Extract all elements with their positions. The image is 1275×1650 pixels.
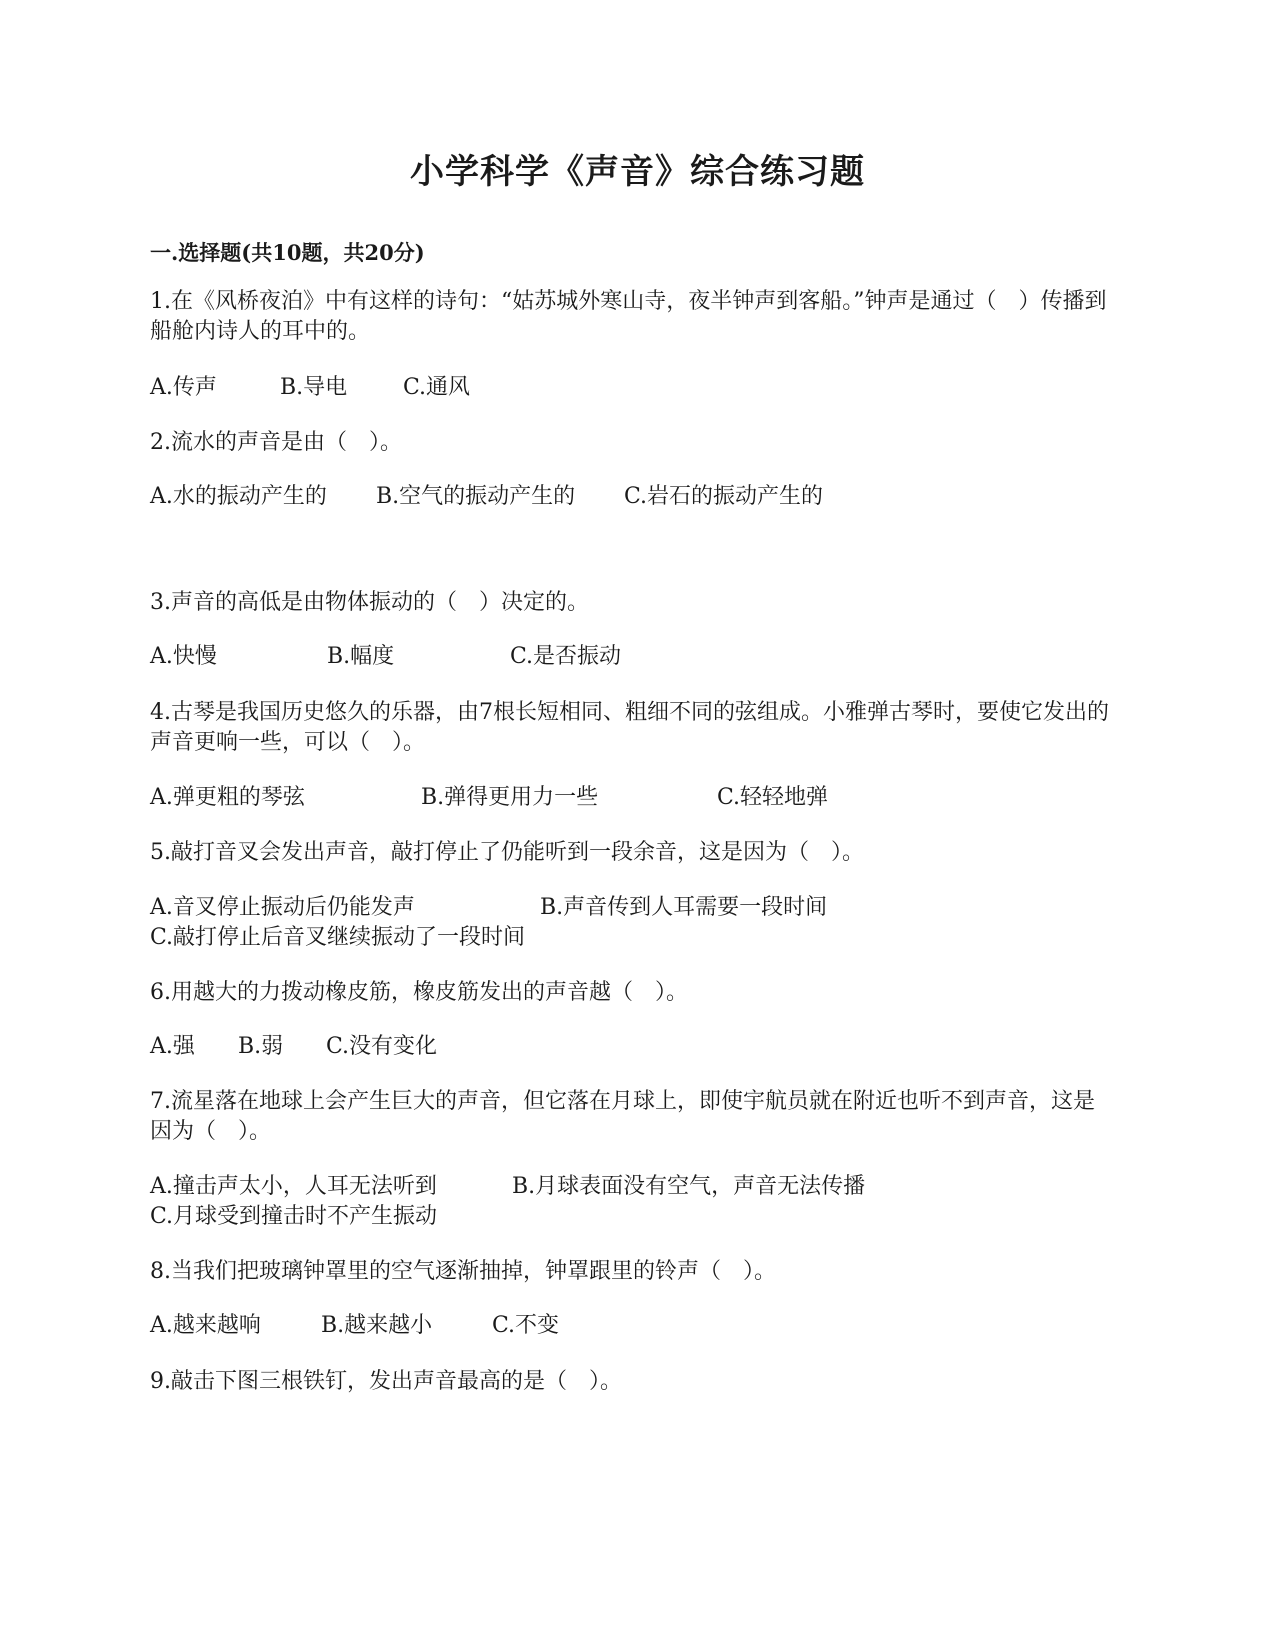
- question-6-option-b: B.弱: [238, 1034, 284, 1059]
- question-8-option-a: A.越来越响: [150, 1313, 261, 1338]
- question-2-option-a: A.水的振动产生的: [150, 484, 327, 509]
- question-4-stem: 4.古琴是我国历史悠久的乐器，由7根长短相同、粗细不同的弦组成。小雅弹古琴时，要使它发出的声音更响一些，可以（ ）。: [150, 700, 1109, 755]
- question-1-option-a: A.传声: [150, 375, 217, 400]
- question-2-options: [150, 482, 1115, 512]
- page-title: 小学科学《声音》综合练习题: [410, 152, 865, 192]
- question-5-option-c: C.敲打停止后音叉继续振动了一段时间: [150, 925, 526, 950]
- question-3-options: [150, 642, 1115, 672]
- question-8-option-c: C.不变: [492, 1313, 560, 1338]
- question-7-option-c: C.月球受到撞击时不产生振动: [150, 1204, 438, 1229]
- section-heading: 一.选择题(共10题，共20分): [150, 240, 425, 265]
- question-5-stem: 5.敲打音叉会发出声音，敲打停止了仍能听到一段余音，这是因为（ ）。: [150, 840, 864, 865]
- question-7-options: [150, 1172, 1115, 1232]
- question-7-option-b: B.月球表面没有空气，声音无法传播: [512, 1174, 866, 1199]
- question-5-option-a: A.音叉停止振动后仍能发声: [150, 895, 415, 920]
- question-7-option-a: A.撞击声太小，人耳无法听到: [150, 1174, 437, 1199]
- question-6-option-c: C.没有变化: [326, 1034, 438, 1059]
- question-6-option-a: A.强: [150, 1034, 195, 1059]
- question-5-option-b: B.声音传到人耳需要一段时间: [540, 895, 828, 920]
- question-3-stem: 3.声音的高低是由物体振动的（ ）决定的。: [150, 590, 589, 615]
- question-6-stem: 6.用越大的力拨动橡皮筋，橡皮筋发出的声音越（ ）。: [150, 980, 688, 1005]
- question-4-options: [150, 783, 1115, 813]
- question-3-option-a: A.快慢: [150, 644, 217, 669]
- question-1-stem: 1.在《风桥夜泊》中有这样的诗句：“姑苏城外寒山寺，夜半钟声到客船。”钟声是通过（ ）传播到船舱内诗人的耳中的。: [150, 289, 1107, 344]
- question-1-option-b: B.导电: [280, 375, 348, 400]
- question-6-options: [150, 1032, 1115, 1062]
- question-1-options: [150, 373, 1115, 403]
- question-9-stem: 9.敲击下图三根铁钉，发出声音最高的是（ ）。: [150, 1369, 622, 1394]
- question-8-stem: 8.当我们把玻璃钟罩里的空气逐渐抽掉，钟罩跟里的铃声（ ）。: [150, 1259, 776, 1284]
- question-8-option-b: B.越来越小: [321, 1313, 433, 1338]
- question-4-option-c: C.轻轻地弹: [717, 785, 829, 810]
- question-4-option-a: A.弹更粗的琴弦: [150, 785, 305, 810]
- question-2-option-c: C.岩石的振动产生的: [624, 484, 824, 509]
- question-2-stem: 2.流水的声音是由（ ）。: [150, 430, 402, 455]
- question-7-stem: 7.流星落在地球上会产生巨大的声音，但它落在月球上，即使宇航员就在附近也听不到声音，这是因为（ ）。: [150, 1089, 1095, 1144]
- question-1-option-c: C.通风: [403, 375, 471, 400]
- question-2-option-b: B.空气的振动产生的: [376, 484, 576, 509]
- question-4-option-b: B.弹得更用力一些: [421, 785, 599, 810]
- question-5-options: [150, 893, 1115, 953]
- question-3-option-b: B.幅度: [327, 644, 395, 669]
- question-8-options: [150, 1311, 1115, 1341]
- question-3-option-c: C.是否振动: [510, 644, 622, 669]
